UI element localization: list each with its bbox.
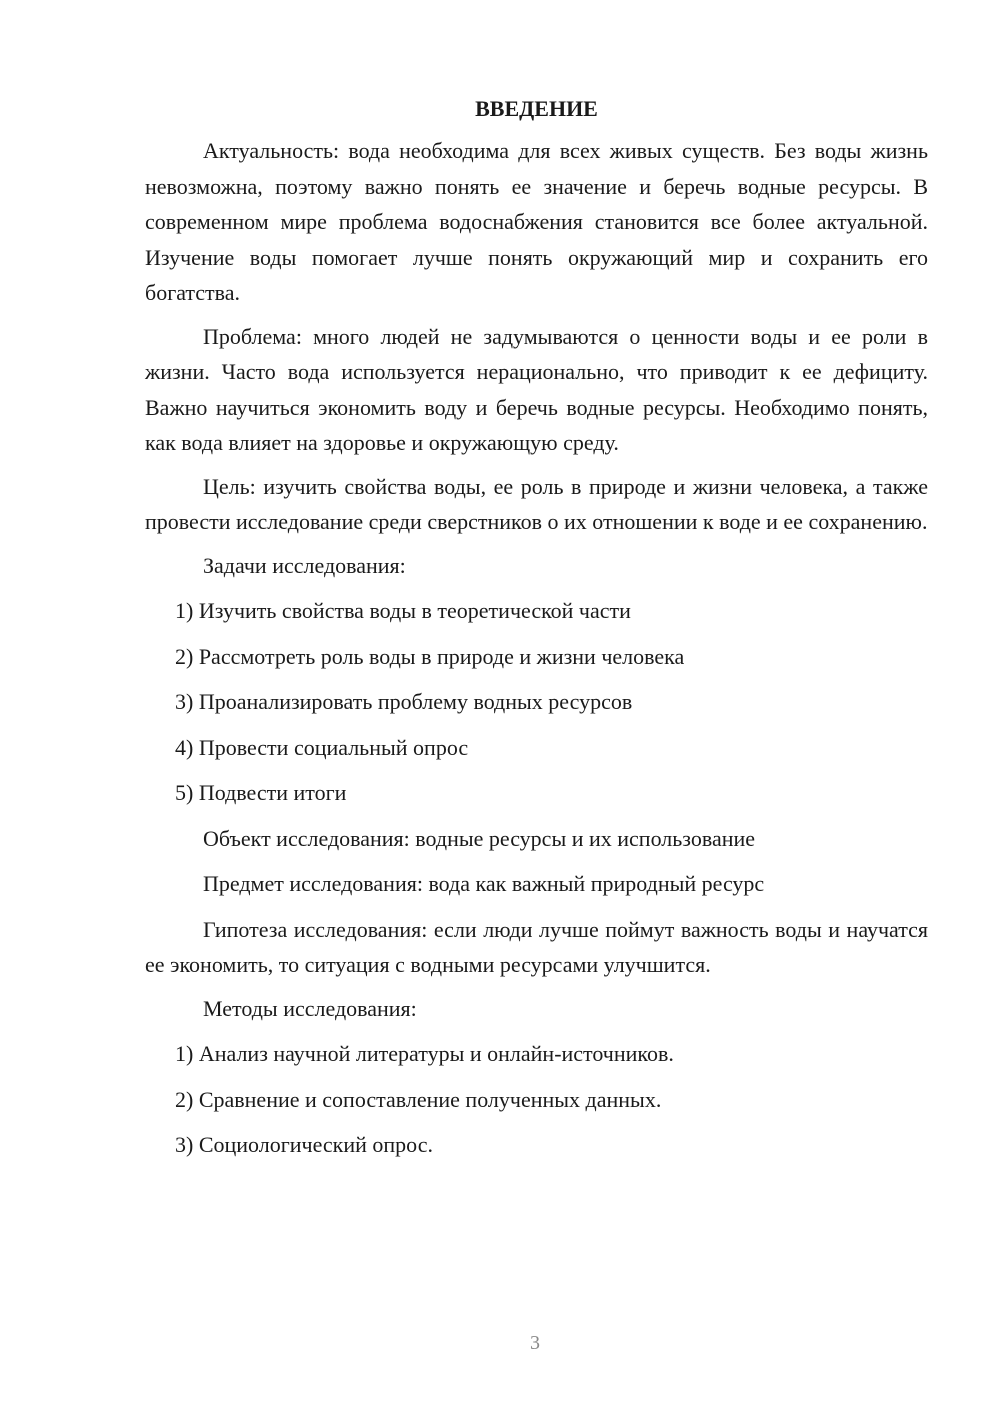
list-item: 5) Подвести итоги <box>175 780 347 805</box>
relevance-paragraph: Актуальность: вода необходима для всех живых существ. Без воды жизнь невозможна, поэтому важно понять ее значение и беречь водные ресурсы. В современном мире проблема водоснабжения становится все более актуальной. Изучение воды помогает лучше понять окружающий мир и сохранить его богатства. <box>145 138 928 305</box>
list-item: 1) Анализ научной литературы и онлайн-источников. <box>175 1041 674 1066</box>
list-item: 2) Рассмотреть роль воды в природе и жизни человека <box>175 643 685 669</box>
tasks-list <box>145 593 928 811</box>
goal-paragraph: Цель: изучить свойства воды, ее роль в природе и жизни человека, а также провести исследование среди сверстников о их отношении к воде и ее сохранению. <box>145 473 928 534</box>
document-page <box>145 93 928 1173</box>
tasks-heading: Задачи исследования: <box>203 552 406 578</box>
list-item: 4) Провести социальный опрос <box>175 734 469 760</box>
methods-list <box>145 1036 928 1163</box>
research-object: Объект исследования: водные ресурсы и их использование <box>203 825 756 851</box>
methods-heading: Методы исследования: <box>203 995 417 1021</box>
list-item: 3) Социологический опрос. <box>175 1132 433 1157</box>
page-title: ВВЕДЕНИЕ <box>475 96 598 121</box>
list-item: 3) Проанализировать проблему водных ресурсов <box>175 689 633 714</box>
problem-paragraph: Проблема: много людей не задумываются о ценности воды и ее роли в жизни. Часто вода используется нерационально, что приводит к ее дефициту. Важно научиться экономить воду и беречь водные ресурсы. Необходимо понять, как вода влияет на здоровье и окружающую среду. <box>145 323 928 455</box>
hypothesis-paragraph: Гипотеза исследования: если люди лучше поймут важность воды и научатся ее экономить, то ситуация с водными ресурсами улучшится. <box>145 916 928 977</box>
list-item: 1) Изучить свойства воды в теоретической части <box>175 598 631 623</box>
page-number: 3 <box>530 1332 540 1354</box>
research-subject: Предмет исследования: вода как важный природный ресурс <box>203 871 765 896</box>
list-item: 2) Сравнение и сопоставление полученных данных. <box>175 1086 662 1112</box>
